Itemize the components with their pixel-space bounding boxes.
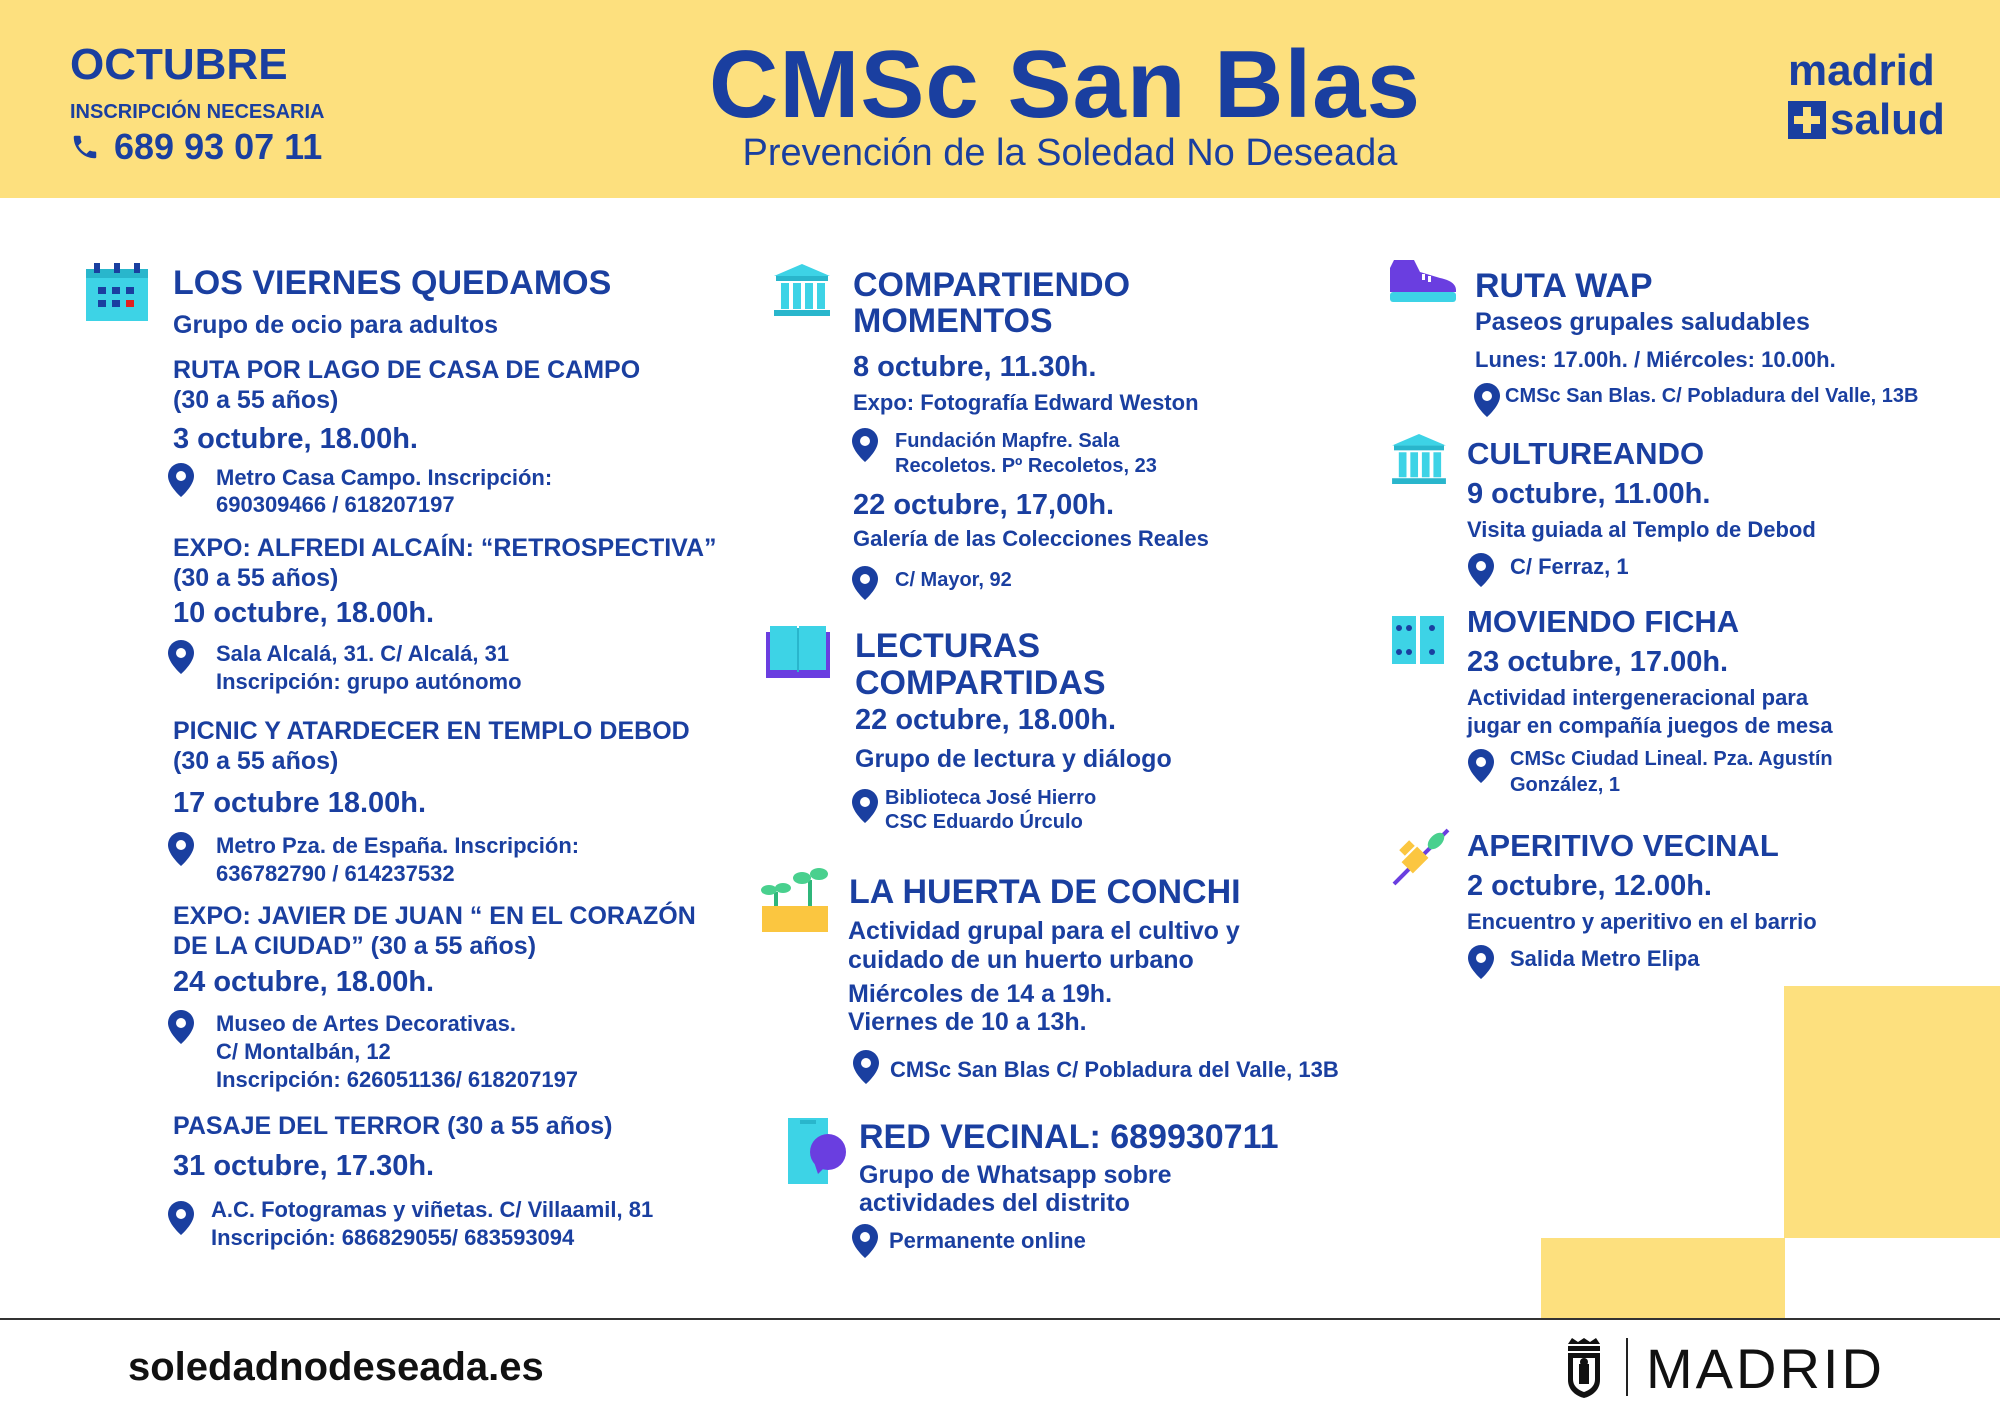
cultureando-text: Visita guiada al Templo de Debod (1467, 517, 1816, 542)
ruta-wap-heading: RUTA WAP (1475, 267, 1653, 305)
event-1-date: 3 octubre, 18.00h. (173, 423, 418, 455)
cultureando-heading: CULTUREANDO (1467, 436, 1705, 471)
museum-icon (774, 264, 830, 316)
lecturas-heading-line1: LECTURAS (855, 627, 1041, 665)
location-pin-icon (852, 789, 878, 823)
event-1-location-line1: Metro Casa Campo. Inscripción: (216, 465, 553, 490)
book-icon (766, 626, 830, 678)
skewer-food-icon (1390, 826, 1452, 888)
location-pin-icon (1468, 749, 1494, 783)
event-5-location-line1: A.C. Fotogramas y viñetas. C/ Villaamil, 81 (211, 1197, 654, 1222)
compartiendo-date-2: 22 octubre, 17,00h. (853, 489, 1115, 521)
phone-number: 689 93 07 11 (114, 126, 323, 167)
event-5-date: 31 octubre, 17.30h. (173, 1150, 435, 1182)
huerta-location: CMSc San Blas C/ Pobladura del Valle, 13B (890, 1057, 1339, 1082)
event-1-location-line2: 690309466 / 618207197 (216, 492, 455, 517)
moviendo-ficha-heading: MOVIENDO FICHA (1467, 604, 1740, 639)
lecturas-location-2: CSC Eduardo Úrculo (885, 811, 1083, 833)
moviendo-ficha-location-1: CMSc Ciudad Lineal. Pza. Agustín (1510, 748, 1833, 770)
decor-square-large (1784, 986, 2000, 1238)
event-4-location-line3: Inscripción: 626051136/ 618207197 (216, 1067, 579, 1092)
event-1-title: RUTA POR LAGO DE CASA DE CAMPO (173, 356, 641, 384)
red-vecinal-text-line2: actividades del distrito (859, 1189, 1130, 1217)
location-pin-icon (168, 1201, 194, 1235)
aperitivo-vecinal-location: Salida Metro Elipa (1510, 946, 1700, 971)
aperitivo-vecinal-date: 2 octubre, 12.00h. (1467, 870, 1712, 902)
lecturas-heading-line2: COMPARTIDAS (855, 664, 1106, 702)
lecturas-date: 22 octubre, 18.00h. (855, 704, 1117, 736)
event-4-date: 24 octubre, 18.00h. (173, 966, 435, 998)
moviendo-ficha-location-2: González, 1 (1510, 774, 1621, 796)
aperitivo-vecinal-text: Encuentro y aperitivo en el barrio (1467, 909, 1817, 934)
dice-icon (1392, 616, 1444, 664)
event-3-age: (30 a 55 años) (173, 747, 339, 775)
location-pin-icon (168, 1010, 194, 1044)
compartiendo-location-1b: Recoletos. Pº Recoletos, 23 (895, 455, 1157, 477)
location-pin-icon (1468, 945, 1494, 979)
ruta-wap-schedule: Lunes: 17.00h. / Miércoles: 10.00h. (1475, 347, 1836, 372)
location-pin-icon (168, 463, 194, 497)
footer-city-name: MADRID (1646, 1337, 1885, 1400)
ruta-wap-subheading: Paseos grupales saludables (1475, 308, 1810, 336)
location-pin-icon (168, 832, 194, 866)
plus-cross-icon (1788, 101, 1826, 139)
aperitivo-vecinal-heading: APERITIVO VECINAL (1467, 828, 1779, 863)
compartiendo-heading-line1: COMPARTIENDO (853, 266, 1131, 304)
moviendo-ficha-text-line2: jugar en compañía juegos de mesa (1467, 713, 1833, 738)
event-3-location-line2: 636782790 / 614237532 (216, 861, 455, 886)
cultureando-date: 9 octubre, 11.00h. (1467, 478, 1711, 510)
event-4-location-line1: Museo de Artes Decorativas. (216, 1011, 516, 1036)
event-4-location-line2: C/ Montalbán, 12 (216, 1039, 391, 1064)
compartiendo-text-1: Expo: Fotografía Edward Weston (853, 390, 1199, 415)
madrid-coat-of-arms-icon (1564, 1338, 1604, 1398)
footer-website-link[interactable]: soledadnodeseada.es (128, 1345, 544, 1389)
location-pin-icon (1474, 383, 1500, 417)
event-2-age: (30 a 55 años) (173, 564, 339, 592)
logo-text-madrid: madrid (1788, 46, 1935, 95)
footer-divider (0, 1318, 2000, 1320)
location-pin-icon (852, 428, 878, 462)
huerta-heading: LA HUERTA DE CONCHI (849, 873, 1241, 911)
logo-text-salud: salud (1830, 95, 1945, 144)
event-1-age: (30 a 55 años) (173, 386, 339, 414)
moviendo-ficha-date: 23 octubre, 17.00h. (1467, 646, 1729, 678)
lecturas-location-1: Biblioteca José Hierro (885, 787, 1097, 809)
location-pin-icon (853, 1050, 879, 1084)
huerta-schedule-1: Miércoles de 14 a 19h. (848, 980, 1113, 1008)
red-vecinal-heading: RED VECINAL: 689930711 (859, 1118, 1279, 1156)
footer-logo-separator (1626, 1338, 1628, 1396)
location-pin-icon (852, 1224, 878, 1258)
event-3-date: 17 octubre 18.00h. (173, 787, 427, 819)
huerta-text-line2: cuidado de un huerto urbano (848, 946, 1194, 974)
event-4-title-line1: EXPO: JAVIER DE JUAN “ EN EL CORAZÓN (173, 902, 696, 930)
month-label: OCTUBRE (70, 40, 288, 89)
page-subtitle: Prevención de la Soledad No Deseada (742, 132, 1398, 174)
museum-icon (1392, 434, 1446, 484)
sneaker-icon (1388, 258, 1458, 302)
compartiendo-date-1: 8 octubre, 11.30h. (853, 351, 1097, 383)
event-5-location-line2: Inscripción: 686829055/ 683593094 (211, 1225, 575, 1250)
location-pin-icon (168, 640, 194, 674)
calendar-icon (86, 263, 148, 321)
ruta-wap-location: CMSc San Blas. C/ Pobladura del Valle, 13B (1505, 385, 1919, 407)
page-title: CMSc San Blas (709, 31, 1421, 138)
compartiendo-text-2: Galería de las Colecciones Reales (853, 526, 1209, 551)
event-2-location-line2: Inscripción: grupo autónomo (216, 669, 522, 694)
red-vecinal-location: Permanente online (889, 1228, 1086, 1253)
huerta-schedule-2: Viernes de 10 a 13h. (848, 1008, 1087, 1036)
event-2-location-line1: Sala Alcalá, 31. C/ Alcalá, 31 (216, 641, 510, 666)
red-vecinal-text-line1: Grupo de Whatsapp sobre (859, 1161, 1172, 1189)
cultureando-location: C/ Ferraz, 1 (1510, 554, 1629, 579)
huerta-text-line1: Actividad grupal para el cultivo y (848, 917, 1240, 945)
phone-chat-icon (788, 1118, 848, 1184)
event-3-location-line1: Metro Pza. de España. Inscripción: (216, 833, 580, 858)
compartiendo-location-2: C/ Mayor, 92 (895, 569, 1012, 591)
los-viernes-subheading: Grupo de ocio para adultos (173, 311, 499, 339)
event-3-title: PICNIC Y ATARDECER EN TEMPLO DEBOD (173, 717, 690, 745)
event-5-title: PASAJE DEL TERROR (30 a 55 años) (173, 1112, 613, 1140)
event-2-date: 10 octubre, 18.00h. (173, 597, 435, 629)
moviendo-ficha-text-line1: Actividad intergeneracional para (1467, 685, 1809, 710)
decor-square-small (1541, 1238, 1785, 1318)
registration-note: INSCRIPCIÓN NECESARIA (70, 101, 325, 123)
plant-sprouts-icon (760, 866, 830, 932)
event-2-title: EXPO: ALFREDI ALCAÍN: “RETROSPECTIVA” (173, 534, 717, 562)
compartiendo-location-1a: Fundación Mapfre. Sala (895, 430, 1120, 452)
compartiendo-heading-line2: MOMENTOS (853, 302, 1053, 340)
los-viernes-quedamos-heading: LOS VIERNES QUEDAMOS (173, 264, 612, 302)
lecturas-text: Grupo de lectura y diálogo (855, 745, 1172, 773)
location-pin-icon (852, 566, 878, 600)
location-pin-icon (1468, 553, 1494, 587)
madrid-salud-logo (1788, 95, 1945, 144)
event-4-title-line2: DE LA CIUDAD” (30 a 55 años) (173, 932, 537, 960)
